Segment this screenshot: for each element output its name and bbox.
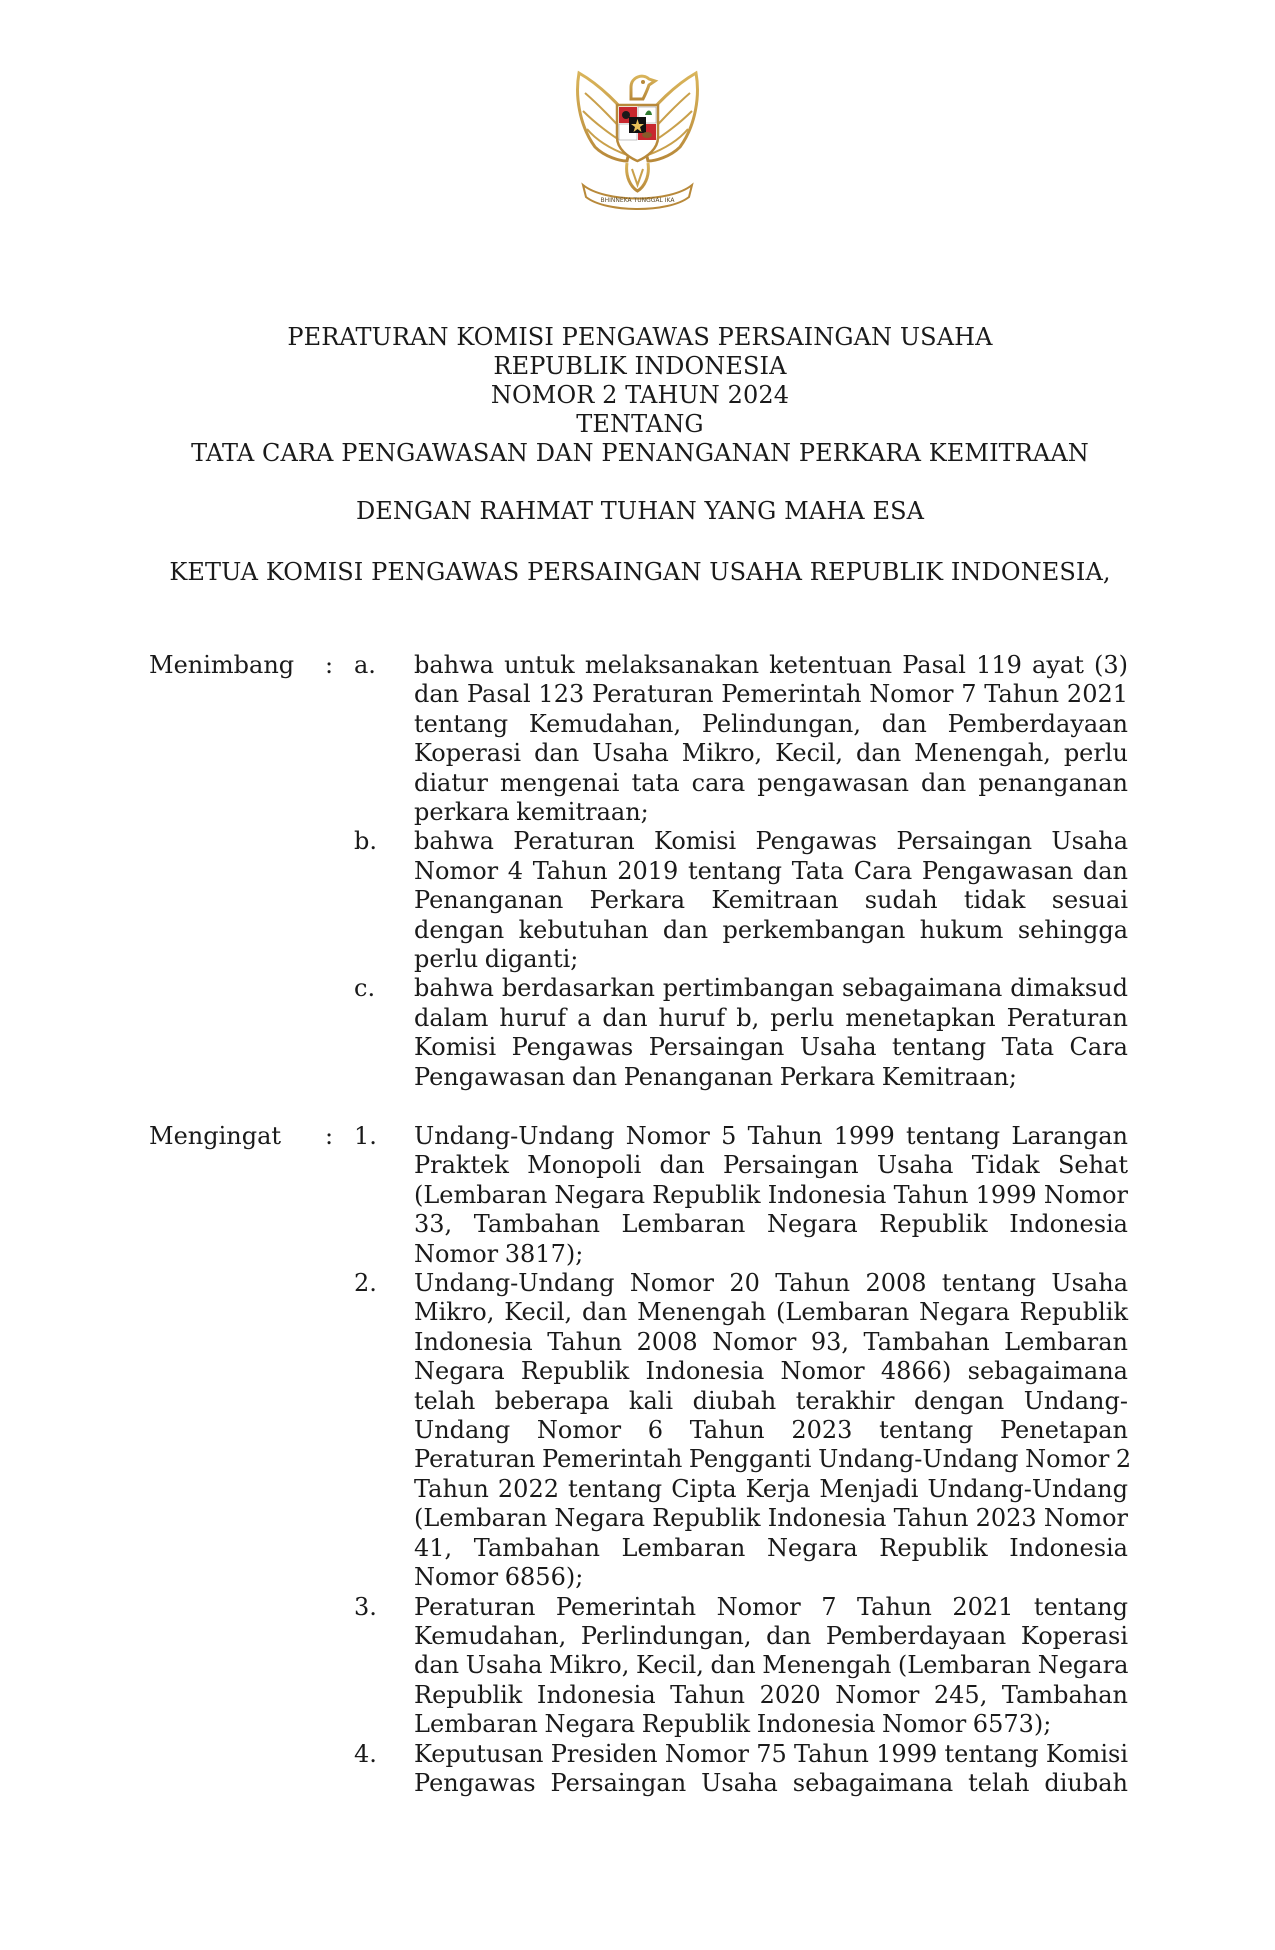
text-line: Tahun 2022 tentang Cipta Kerja Menjadi Undang-Undang bbox=[414, 1474, 1128, 1503]
text-line: Kemudahan, Perlindungan, dan Pemberdayaan Koperasi bbox=[414, 1621, 1128, 1650]
item-text bbox=[414, 1740, 1128, 1799]
text-line: bahwa Peraturan Komisi Pengawas Persaingan Usaha bbox=[414, 827, 1128, 856]
text-line: Mikro, Kecil, dan Menengah (Lembaran Negara Republik bbox=[414, 1298, 1128, 1327]
list-item bbox=[0, 651, 1275, 827]
section-colon: : bbox=[325, 651, 334, 679]
text-line: Koperasi dan Usaha Mikro, Kecil, dan Menengah, perlu bbox=[414, 739, 1128, 768]
title-line: TENTANG bbox=[576, 410, 704, 438]
list-item bbox=[0, 1122, 1275, 1269]
text-line: Republik Indonesia Tahun 2020 Nomor 245, Tambahan bbox=[414, 1680, 1128, 1709]
text-line: Nomor 6856); bbox=[414, 1563, 584, 1592]
text-line: Pengawas Persaingan Usaha sebagaimana telah diubah bbox=[414, 1768, 1128, 1797]
text-line: dan Usaha Mikro, Kecil, dan Menengah (Lembaran Negara bbox=[414, 1651, 1129, 1680]
title-line: REPUBLIK INDONESIA bbox=[493, 352, 787, 380]
text-line: dalam huruf a dan huruf b, perlu menetapkan Peraturan bbox=[414, 1003, 1128, 1032]
text-line: tentang Kemudahan, Pelindungan, dan Pemberdayaan bbox=[414, 709, 1128, 738]
text-line: bahwa untuk melaksanakan ketentuan Pasal 119 ayat (3) bbox=[414, 651, 1128, 679]
text-line: 41, Tambahan Lembaran Negara Republik Indonesia bbox=[414, 1533, 1128, 1562]
text-line: perlu diganti; bbox=[414, 945, 579, 974]
text-line: Praktek Monopoli dan Persaingan Usaha Tidak Sehat bbox=[414, 1151, 1128, 1180]
item-marker: 2. bbox=[354, 1269, 377, 1298]
emblem-motto: BHINNEKA TUNGGAL IKA bbox=[600, 197, 675, 204]
item-text bbox=[414, 651, 1128, 827]
text-line: Indonesia Tahun 2008 Nomor 93, Tambahan Lembaran bbox=[414, 1327, 1128, 1356]
item-text bbox=[414, 974, 1128, 1092]
list-item bbox=[0, 1593, 1275, 1740]
item-marker: 1. bbox=[354, 1122, 377, 1150]
title-line: NOMOR 2 TAHUN 2024 bbox=[490, 381, 790, 409]
list-item bbox=[0, 1269, 1275, 1592]
item-text bbox=[414, 1269, 1132, 1592]
text-line: Komisi Pengawas Persaingan Usaha tentang Tata Cara bbox=[414, 1033, 1128, 1062]
text-line: Nomor 4 Tahun 2019 tentang Tata Cara Pengawasan dan bbox=[414, 856, 1128, 885]
text-line: Lembaran Negara Republik Indonesia Nomor 6573); bbox=[414, 1710, 1052, 1739]
section-label: Mengingat bbox=[149, 1122, 282, 1150]
text-line: telah beberapa kali diubah terakhir dengan Undang- bbox=[414, 1386, 1128, 1415]
list-item bbox=[0, 1740, 1275, 1799]
text-line: 33, Tambahan Lembaran Negara Republik Indonesia bbox=[414, 1210, 1128, 1239]
text-line: Keputusan Presiden Nomor 75 Tahun 1999 tentang Komisi bbox=[414, 1739, 1128, 1768]
text-line: dan Pasal 123 Peraturan Pemerintah Nomor 7 Tahun 2021 bbox=[414, 680, 1128, 709]
title-line: TATA CARA PENGAWASAN DAN PENANGANAN PERKARA KEMITRAAN bbox=[191, 439, 1089, 467]
item-text bbox=[414, 1593, 1128, 1740]
text-line: dengan kebutuhan dan perkembangan hukum sehingga bbox=[414, 915, 1128, 944]
text-line: Undang Nomor 6 Tahun 2023 tentang Penetapan bbox=[414, 1416, 1128, 1445]
text-line: diatur mengenai tata cara pengawasan dan penanganan bbox=[414, 768, 1128, 797]
text-line: Penanganan Perkara Kemitraan sudah tidak sesuai bbox=[414, 886, 1128, 915]
text-line: (Lembaran Negara Republik Indonesia Tahun 2023 Nomor bbox=[414, 1504, 1128, 1533]
section-label: Menimbang bbox=[149, 651, 295, 679]
text-line: Undang-Undang Nomor 5 Tahun 1999 tentang Larangan bbox=[414, 1122, 1128, 1150]
text-line: Undang-Undang Nomor 20 Tahun 2008 tentang Usaha bbox=[414, 1269, 1128, 1298]
issuer: KETUA KOMISI PENGAWAS PERSAINGAN USAHA REPUBLIK INDONESIA, bbox=[169, 558, 1111, 586]
text-line: Pengawasan dan Penanganan Perkara Kemitraan; bbox=[414, 1062, 1017, 1091]
garuda-emblem-icon bbox=[565, 65, 710, 225]
item-marker: b. bbox=[354, 827, 377, 856]
invocation: DENGAN RAHMAT TUHAN YANG MAHA ESA bbox=[355, 497, 925, 525]
item-marker: 3. bbox=[354, 1592, 377, 1621]
title-block bbox=[0, 323, 1275, 587]
item-marker: a. bbox=[354, 651, 376, 679]
text-line: Nomor 3817); bbox=[414, 1239, 584, 1268]
list-item bbox=[0, 974, 1275, 1092]
text-line: Peraturan Pemerintah Nomor 7 Tahun 2021 tentang bbox=[414, 1592, 1128, 1621]
mengingat-section bbox=[0, 1122, 1275, 1798]
text-line: perkara kemitraan; bbox=[414, 798, 649, 827]
text-line: Peraturan Pemerintah Pengganti Undang-Undang Nomor 2 bbox=[414, 1445, 1132, 1474]
text-line: (Lembaran Negara Republik Indonesia Tahun 1999 Nomor bbox=[414, 1180, 1128, 1209]
section-colon: : bbox=[325, 1122, 334, 1150]
item-text bbox=[414, 827, 1128, 974]
list-item bbox=[0, 827, 1275, 974]
item-marker: 4. bbox=[354, 1739, 377, 1768]
item-marker: c. bbox=[354, 974, 376, 1003]
title-line: PERATURAN KOMISI PENGAWAS PERSAINGAN USAHA bbox=[287, 323, 993, 351]
item-text bbox=[414, 1122, 1128, 1269]
text-line: bahwa berdasarkan pertimbangan sebagaimana dimaksud bbox=[414, 974, 1128, 1003]
menimbang-section bbox=[0, 651, 1275, 1092]
text-line: Negara Republik Indonesia Nomor 4866) sebagaimana bbox=[414, 1357, 1128, 1386]
